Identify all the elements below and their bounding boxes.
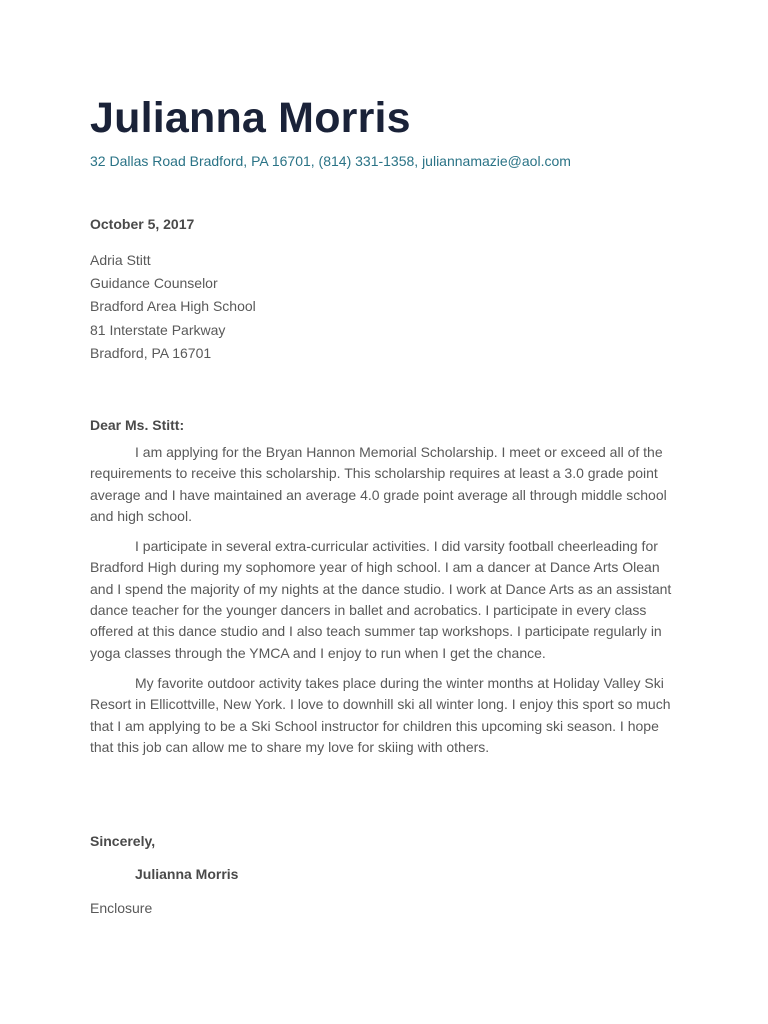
body-paragraph: I participate in several extra-curricular activities. I did varsity football cheerleading for Bradford High during my sophomore year of high school. I am a dancer at Dance Arts Olean and I spend the majority of my nights at the dance studio. I work at Dance Arts as an assistant dance teacher for the younger dancers in ballet and acrobatics. I participate in every class offered at this dance studio and I also teach summer tap workshops. I participate regularly in yoga classes through the YMCA and I enjoy to run when I get the chance. [90,538,672,661]
recipient-city-state-zip: Bradford, PA 16701 [90,344,212,361]
letter-body [90,442,680,767]
signature-name: Julianna Morris [135,866,239,882]
recipient-name: Adria Stitt [90,252,151,268]
salutation: Dear Ms. Stitt: [90,417,185,433]
sender-name: Julianna Morris [90,94,411,142]
closing: Sincerely, [90,833,156,849]
letter-date: October 5, 2017 [90,216,195,232]
recipient-street: 81 Interstate Parkway [90,321,226,338]
recipient-title: Guidance Counselor [90,275,218,292]
sender-contact-info: 32 Dallas Road Bradford, PA 16701, (814) 331-1358, juliannamazie@aol.com [90,153,571,169]
recipient-address-block [90,249,256,365]
body-paragraph: I am applying for the Bryan Hannon Memorial Scholarship. I meet or exceed all of the requirements to receive this scholarship. This scholarship requires at least a 3.0 grade point average and I have maintained an average 4.0 grade point average all through middle school and high school. [90,444,667,524]
recipient-organization: Bradford Area High School [90,298,256,315]
body-paragraph: My favorite outdoor activity takes place during the winter months at Holiday Valley Ski Resort in Ellicottville, New York. I love to downhill ski all winter long. I enjoy this sport so much that I am applying to be a Ski School instructor for children this upcoming ski season. I hope that this job can allow me to share my love for skiing with others. [90,674,671,755]
enclosure-note: Enclosure [90,900,153,916]
